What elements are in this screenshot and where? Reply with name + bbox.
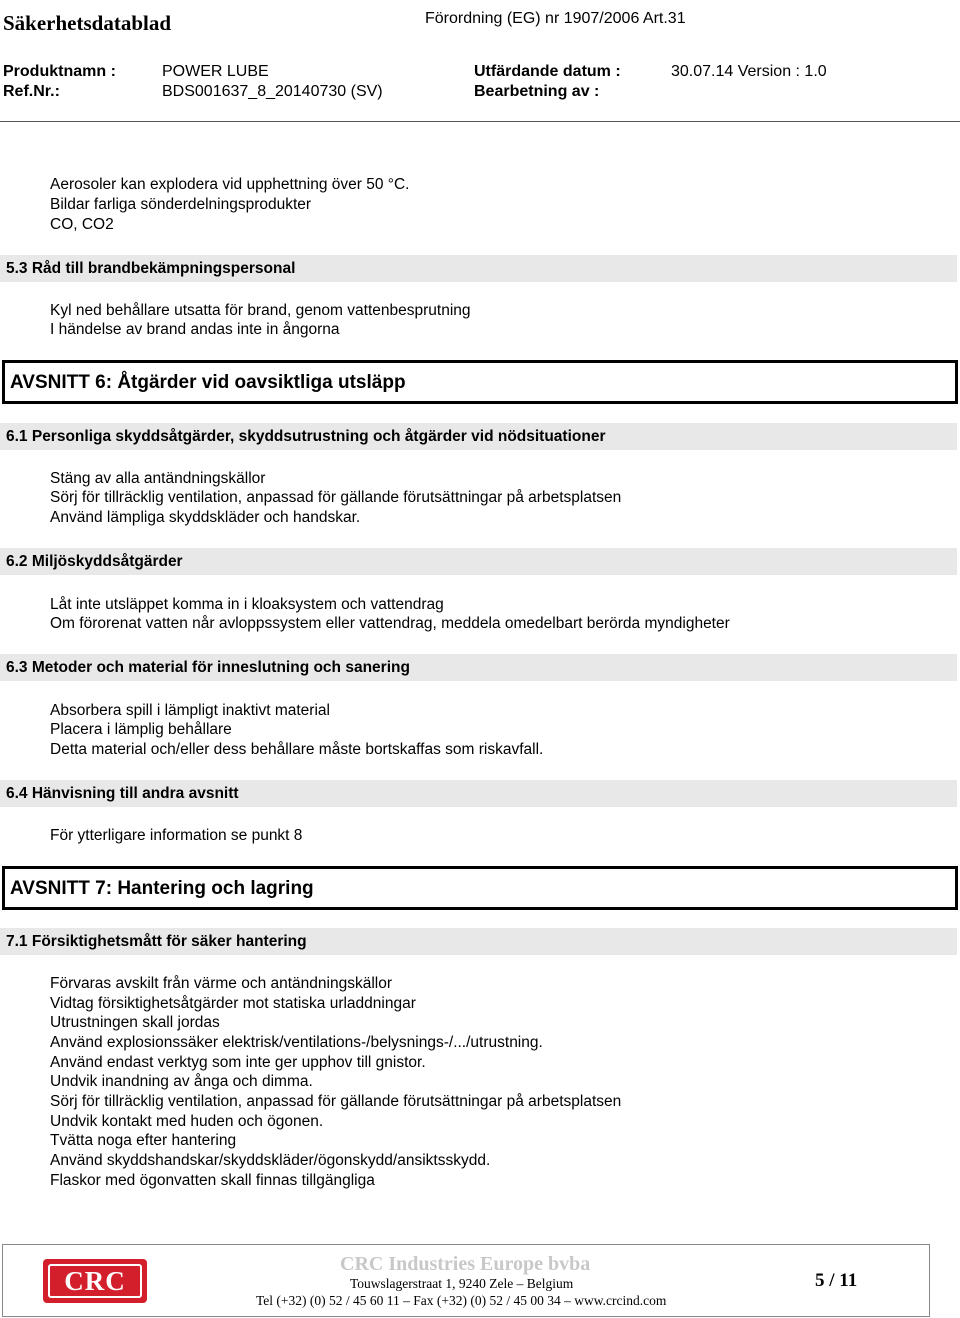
text-line: Stäng av alla antändningskällor <box>50 470 266 487</box>
regulation-reference: Förordning (EG) nr 1907/2006 Art.31 <box>425 10 686 27</box>
text-line: Använd skyddshandskar/skyddskläder/ögonskydd/ansiktsskydd. <box>50 1152 491 1169</box>
section-heading-6 <box>2 360 958 404</box>
section-title: AVSNITT 7: Hantering och lagring <box>10 878 314 899</box>
crc-logo-text: CRC <box>48 1264 142 1298</box>
text-line: Sörj för tillräcklig ventilation, anpassad för gällande förutsättningar på arbetsplatsen <box>50 1093 622 1110</box>
text-line: Aerosoler kan explodera vid upphettning över 50 °C. <box>50 176 410 193</box>
subsection-title: 6.3 Metoder och material för inneslutning och sanering <box>6 659 410 676</box>
text-line: Tvätta noga efter hantering <box>50 1132 237 1149</box>
text-line: CO, CO2 <box>50 216 114 233</box>
subsection-title: 6.1 Personliga skyddsåtgärder, skyddsutrustning och åtgärder vid nödsituationer <box>6 428 606 445</box>
text-line: För ytterligare information se punkt 8 <box>50 827 303 844</box>
product-name-value: POWER LUBE <box>162 63 269 80</box>
text-line: Förvaras avskilt från värme och antändningskällor <box>50 975 393 992</box>
text-line: Bildar farliga sönderdelningsprodukter <box>50 196 312 213</box>
document-title: Säkerhetsdatablad <box>3 11 172 35</box>
header-divider <box>0 121 960 122</box>
company-contact: Tel (+32) (0) 52 / 45 60 11 – Fax (+32) (0) 52 / 45 00 34 – www.crcind.com <box>256 1293 667 1308</box>
product-name-label: Produktnamn : <box>3 63 116 80</box>
text-line: Använd explosionssäker elektrisk/ventilations-/belysnings-/.../utrustning. <box>50 1034 543 1051</box>
text-line: Utrustningen skall jordas <box>50 1014 220 1031</box>
subsection-title: 5.3 Råd till brandbekämpningspersonal <box>6 260 296 277</box>
text-line: Absorbera spill i lämpligt inaktivt material <box>50 702 330 719</box>
company-address: Touwslagerstraat 1, 9240 Zele – Belgium <box>350 1276 574 1291</box>
page-number: 5 / 11 <box>815 1270 858 1291</box>
text-line: Om förorenat vatten når avloppssystem eller vattendrag, meddela omedelbart berörda myndigheter <box>50 615 730 632</box>
subsection-title: 6.2 Miljöskyddsåtgärder <box>6 553 183 570</box>
text-line: Låt inte utsläppet komma in i kloaksystem och vattendrag <box>50 596 444 613</box>
text-line: Använd endast verktyg som inte ger upphov till gnistor. <box>50 1054 426 1071</box>
text-line: Använd lämpliga skyddskläder och handskar. <box>50 509 361 526</box>
subsection-heading-6-3 <box>0 654 957 681</box>
revision-label: Bearbetning av : <box>474 83 600 100</box>
issue-date-label: Utfärdande datum : <box>474 63 621 80</box>
text-line: Undvik inandning av ånga och dimma. <box>50 1073 313 1090</box>
text-line: Flaskor med ögonvatten skall finnas tillgängliga <box>50 1172 375 1189</box>
subsection-heading-6-4 <box>0 780 957 807</box>
crc-logo <box>43 1259 147 1303</box>
text-line: Vidtag försiktighetsåtgärder mot statiska urladdningar <box>50 995 416 1012</box>
company-name: CRC Industries Europe bvba <box>340 1253 591 1275</box>
subsection-heading-5-3 <box>0 255 957 282</box>
section-title: AVSNITT 6: Åtgärder vid oavsiktliga utsläpp <box>10 372 406 393</box>
subsection-heading-6-1 <box>0 423 957 450</box>
subsection-heading-7-1 <box>0 928 957 955</box>
text-line: I händelse av brand andas inte in ångorna <box>50 321 340 338</box>
ref-number-label: Ref.Nr.: <box>3 83 60 100</box>
section-heading-7 <box>2 866 958 910</box>
subsection-title: 6.4 Hänvisning till andra avsnitt <box>6 785 239 802</box>
issue-date-value: 30.07.14 Version : 1.0 <box>671 63 827 80</box>
text-line: Sörj för tillräcklig ventilation, anpassad för gällande förutsättningar på arbetsplatsen <box>50 489 622 506</box>
text-line: Kyl ned behållare utsatta för brand, genom vattenbesprutning <box>50 302 471 319</box>
text-line: Placera i lämplig behållare <box>50 721 232 738</box>
subsection-heading-6-2 <box>0 548 957 575</box>
page-footer <box>2 1244 930 1317</box>
ref-number-value: BDS001637_8_20140730 (SV) <box>162 83 383 100</box>
text-line: Undvik kontakt med huden och ögonen. <box>50 1113 324 1130</box>
subsection-title: 7.1 Försiktighetsmått för säker hantering <box>6 933 307 950</box>
text-line: Detta material och/eller dess behållare måste bortskaffas som riskavfall. <box>50 741 544 758</box>
